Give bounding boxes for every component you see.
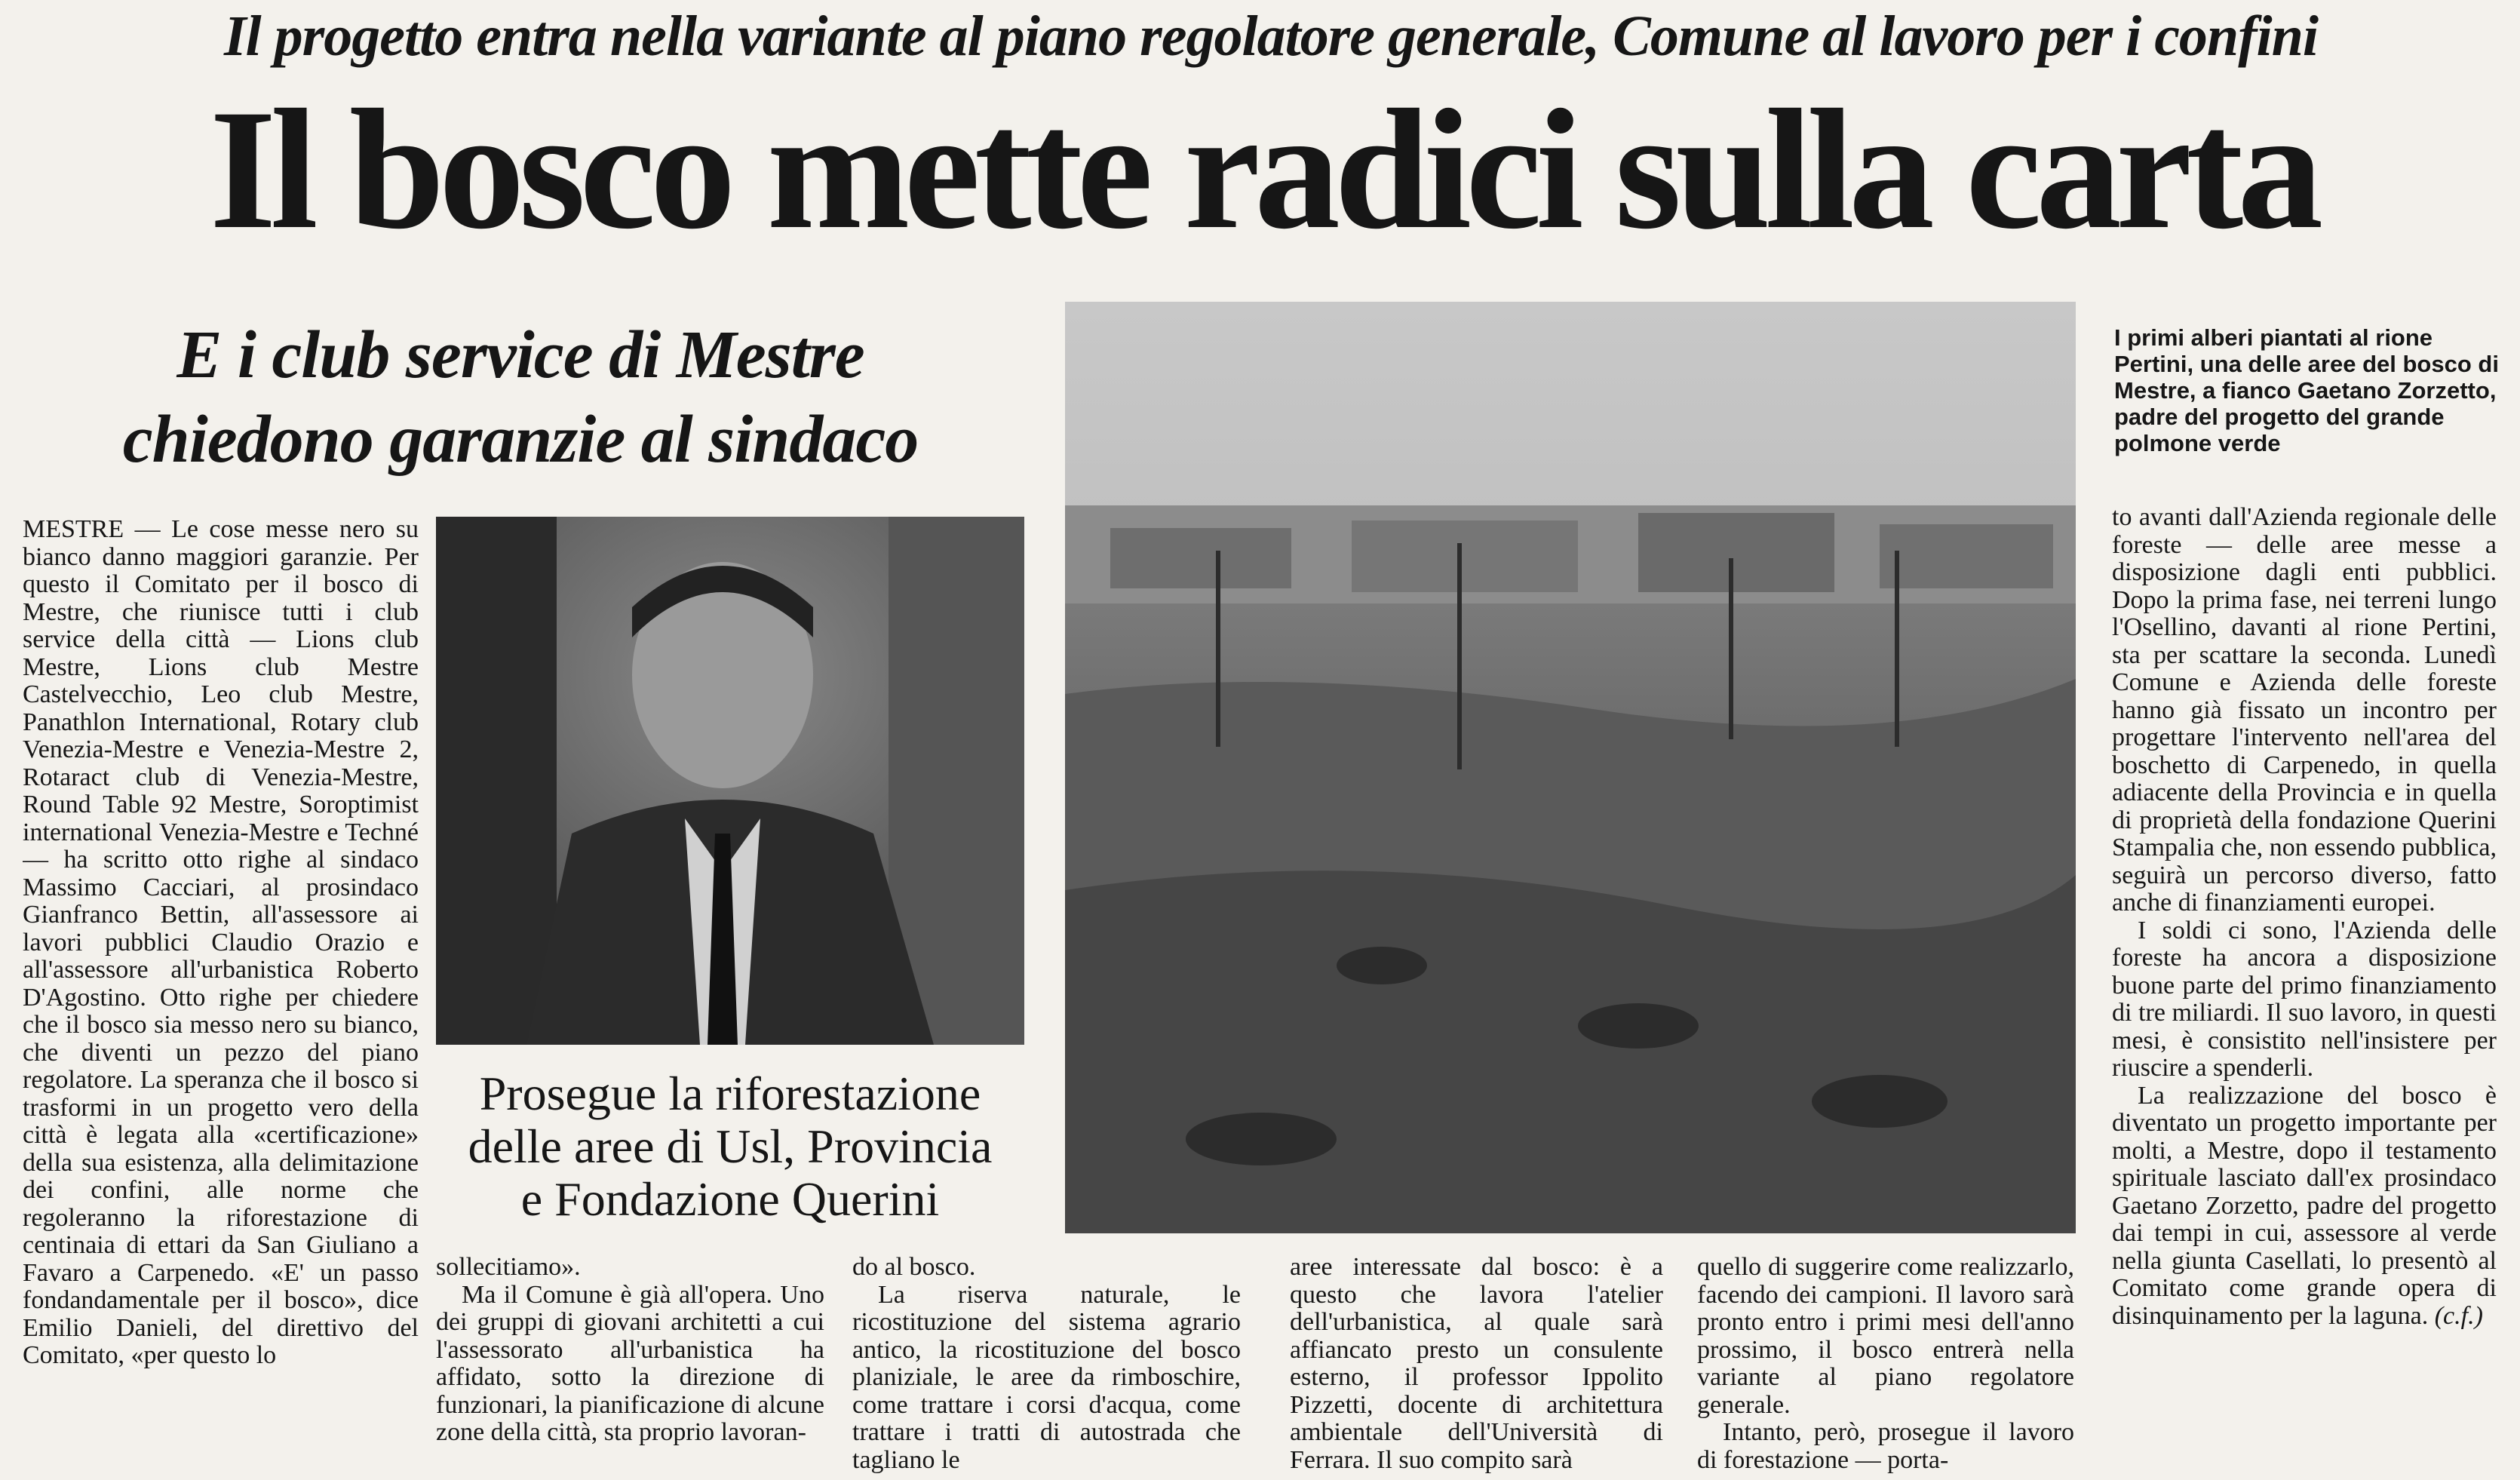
kicker: Il progetto entra nella variante al piano regolatore generale, Comune al lavoro per i confini [223,5,2319,68]
article-column-3 [852,1254,1241,1476]
column-3-paragraph-1: do al bosco. [852,1254,976,1281]
subhead [30,313,1011,487]
article-column-4 [1290,1254,1663,1476]
photo-caption-line-2: delle aree di Usl, Provincia [468,1119,993,1173]
forest-photo [1065,302,2076,1233]
article-column-1 [23,516,419,1474]
column-6-paragraph-3: La realizzazione del bosco è diventato un progetto importante per molti, a Mestre, dopo il testamento spirituale lasciato dall'ex prosindaco Gaetano Zorzetto, padre del progetto dai tempi in cui, assessore al verde nella giunta Casellati, lo presentò al Comitato come grande opera di disinquinamento per la laguna. [2112,1081,2497,1330]
column-2-paragraph-2: Ma il Comune è già all'opera. Uno dei gruppi di giovani architetti a cui l'assessorato all'urbanistica ha affidato, sotto la direzione di funzionari, la pianificazione di alcune zone della città, sta proprio lavoran- [436,1280,824,1446]
byline: (c.f.) [2434,1301,2483,1330]
photo-caption-large [436,1067,1024,1237]
forest-photo-graphic [1065,302,2076,1233]
column-5-paragraph-1: quello di suggerire come realizzarlo, facendo dei campioni. Il lavoro sarà pronto entro i primi mesi dell'anno prossimo, il bosco entrerà nella variante al piano regolatore generale. [1697,1254,2074,1419]
column-1-paragraph: MESTRE — Le cose messe nero su bianco danno maggiori garanzie. Per questo il Comitato per il bosco di Mestre, che riunisce tutti i club service della città — Lions club Mestre, Lions club Mestre Castelvecchio, Leo club Mestre, Panathlon International, Rotary club Venezia-Mestre e Venezia-Mestre 2, Rotaract club di Venezia-Mestre, Round Table 92 Mestre, Soroptimist international Venezia-Mestre e Techné — ha scritto otto righe al sindaco Massimo Cacciari, al prosindaco Gianfranco Bettin, all'assessore ai lavori pubblici Claudio Orazio e all'assessore all'urbanistica Roberto D'Agostino. Otto righe per chiedere che il bosco sia messo nero su bianco, che diventi un pezzo del piano regolatore. La speranza che il bosco si trasformi in un progetto vero della città è legata alla «certificazione» della sua esistenza, alla delimitazione dei confini, alle norme che regoleranno la riforestazione di centinaia di ettari da San Giuliano a Favaro a Carpenedo. «E' un passo fondandamentale per il bosco», dice Emilio Danieli, del direttivo del Comitato, «per questo lo [23,516,419,1369]
column-6-paragraph-2: I soldi ci sono, l'Azienda delle foreste ha ancora a disposizione buone parte del primo finanziamento di tre miliardi. Il suo lavoro, in questi mesi, è consistito nell'insistere per riuscire a spenderli. [2112,916,2497,1082]
headline: Il bosco mette radici sulla carta [209,75,2318,265]
subhead-line-2: chiedono garanzie al sindaco [122,402,919,477]
column-4-paragraph: aree interessate dal bosco: è a questo che lavora l'atelier dell'urbanistica, al quale sarà affiancato presto un consulente esterno, il professor Ippolito Pizzetti, docente di architettura ambientale dell'Università di Ferrara. Il suo compito sarà [1290,1254,1663,1474]
article-column-5 [1697,1254,2074,1476]
column-3-paragraph-2: La riserva naturale, le ricostituzione del sistema agrario antico, la ricostituzione del bosco planiziale, le aree da rimboschire, come trattare i corsi d'acqua, come trattare i tratti di autostrada che tagliano le [852,1280,1241,1474]
column-5-paragraph-2: Intanto, però, prosegue il lavoro di forestazione — porta- [1697,1418,2074,1474]
photo-caption-line-1: Prosegue la riforestazione [479,1067,981,1120]
photo-caption-line-3: e Fondazione Querini [520,1172,940,1226]
article-column-6 [2112,504,2497,1477]
portrait-photo-graphic [436,517,1024,1045]
column-2-paragraph-1: sollecitiamo». [436,1254,581,1281]
photo-caption-small: I primi alberi piantati al rione Pertini, una delle aree del bosco di Mestre, a fianco Gaetano Zorzetto, padre del progetto del grande polmone verde [2114,324,2499,456]
subhead-line-1: E i club service di Mestre [176,318,864,392]
portrait-photo [436,517,1024,1045]
article-column-2 [436,1254,824,1476]
column-6-paragraph-1: to avanti dall'Azienda regionale delle foreste — delle aree messe a disposizione dagli enti pubblici. Dopo la prima fase, nei terreni lungo l'Osellino, davanti al rione Pertini, sta per scattare la seconda. Lunedì Comune e Azienda delle foreste hanno già fissato un incontro per progettare l'intervento nell'area del boschetto di Carpenedo, in quella adiacente della Provincia e in quella di proprietà della fondazione Querini Stampalia che, non essendo pubblica, seguirà un percorso diverso, fatto anche di finanziamenti europei. [2112,504,2497,917]
